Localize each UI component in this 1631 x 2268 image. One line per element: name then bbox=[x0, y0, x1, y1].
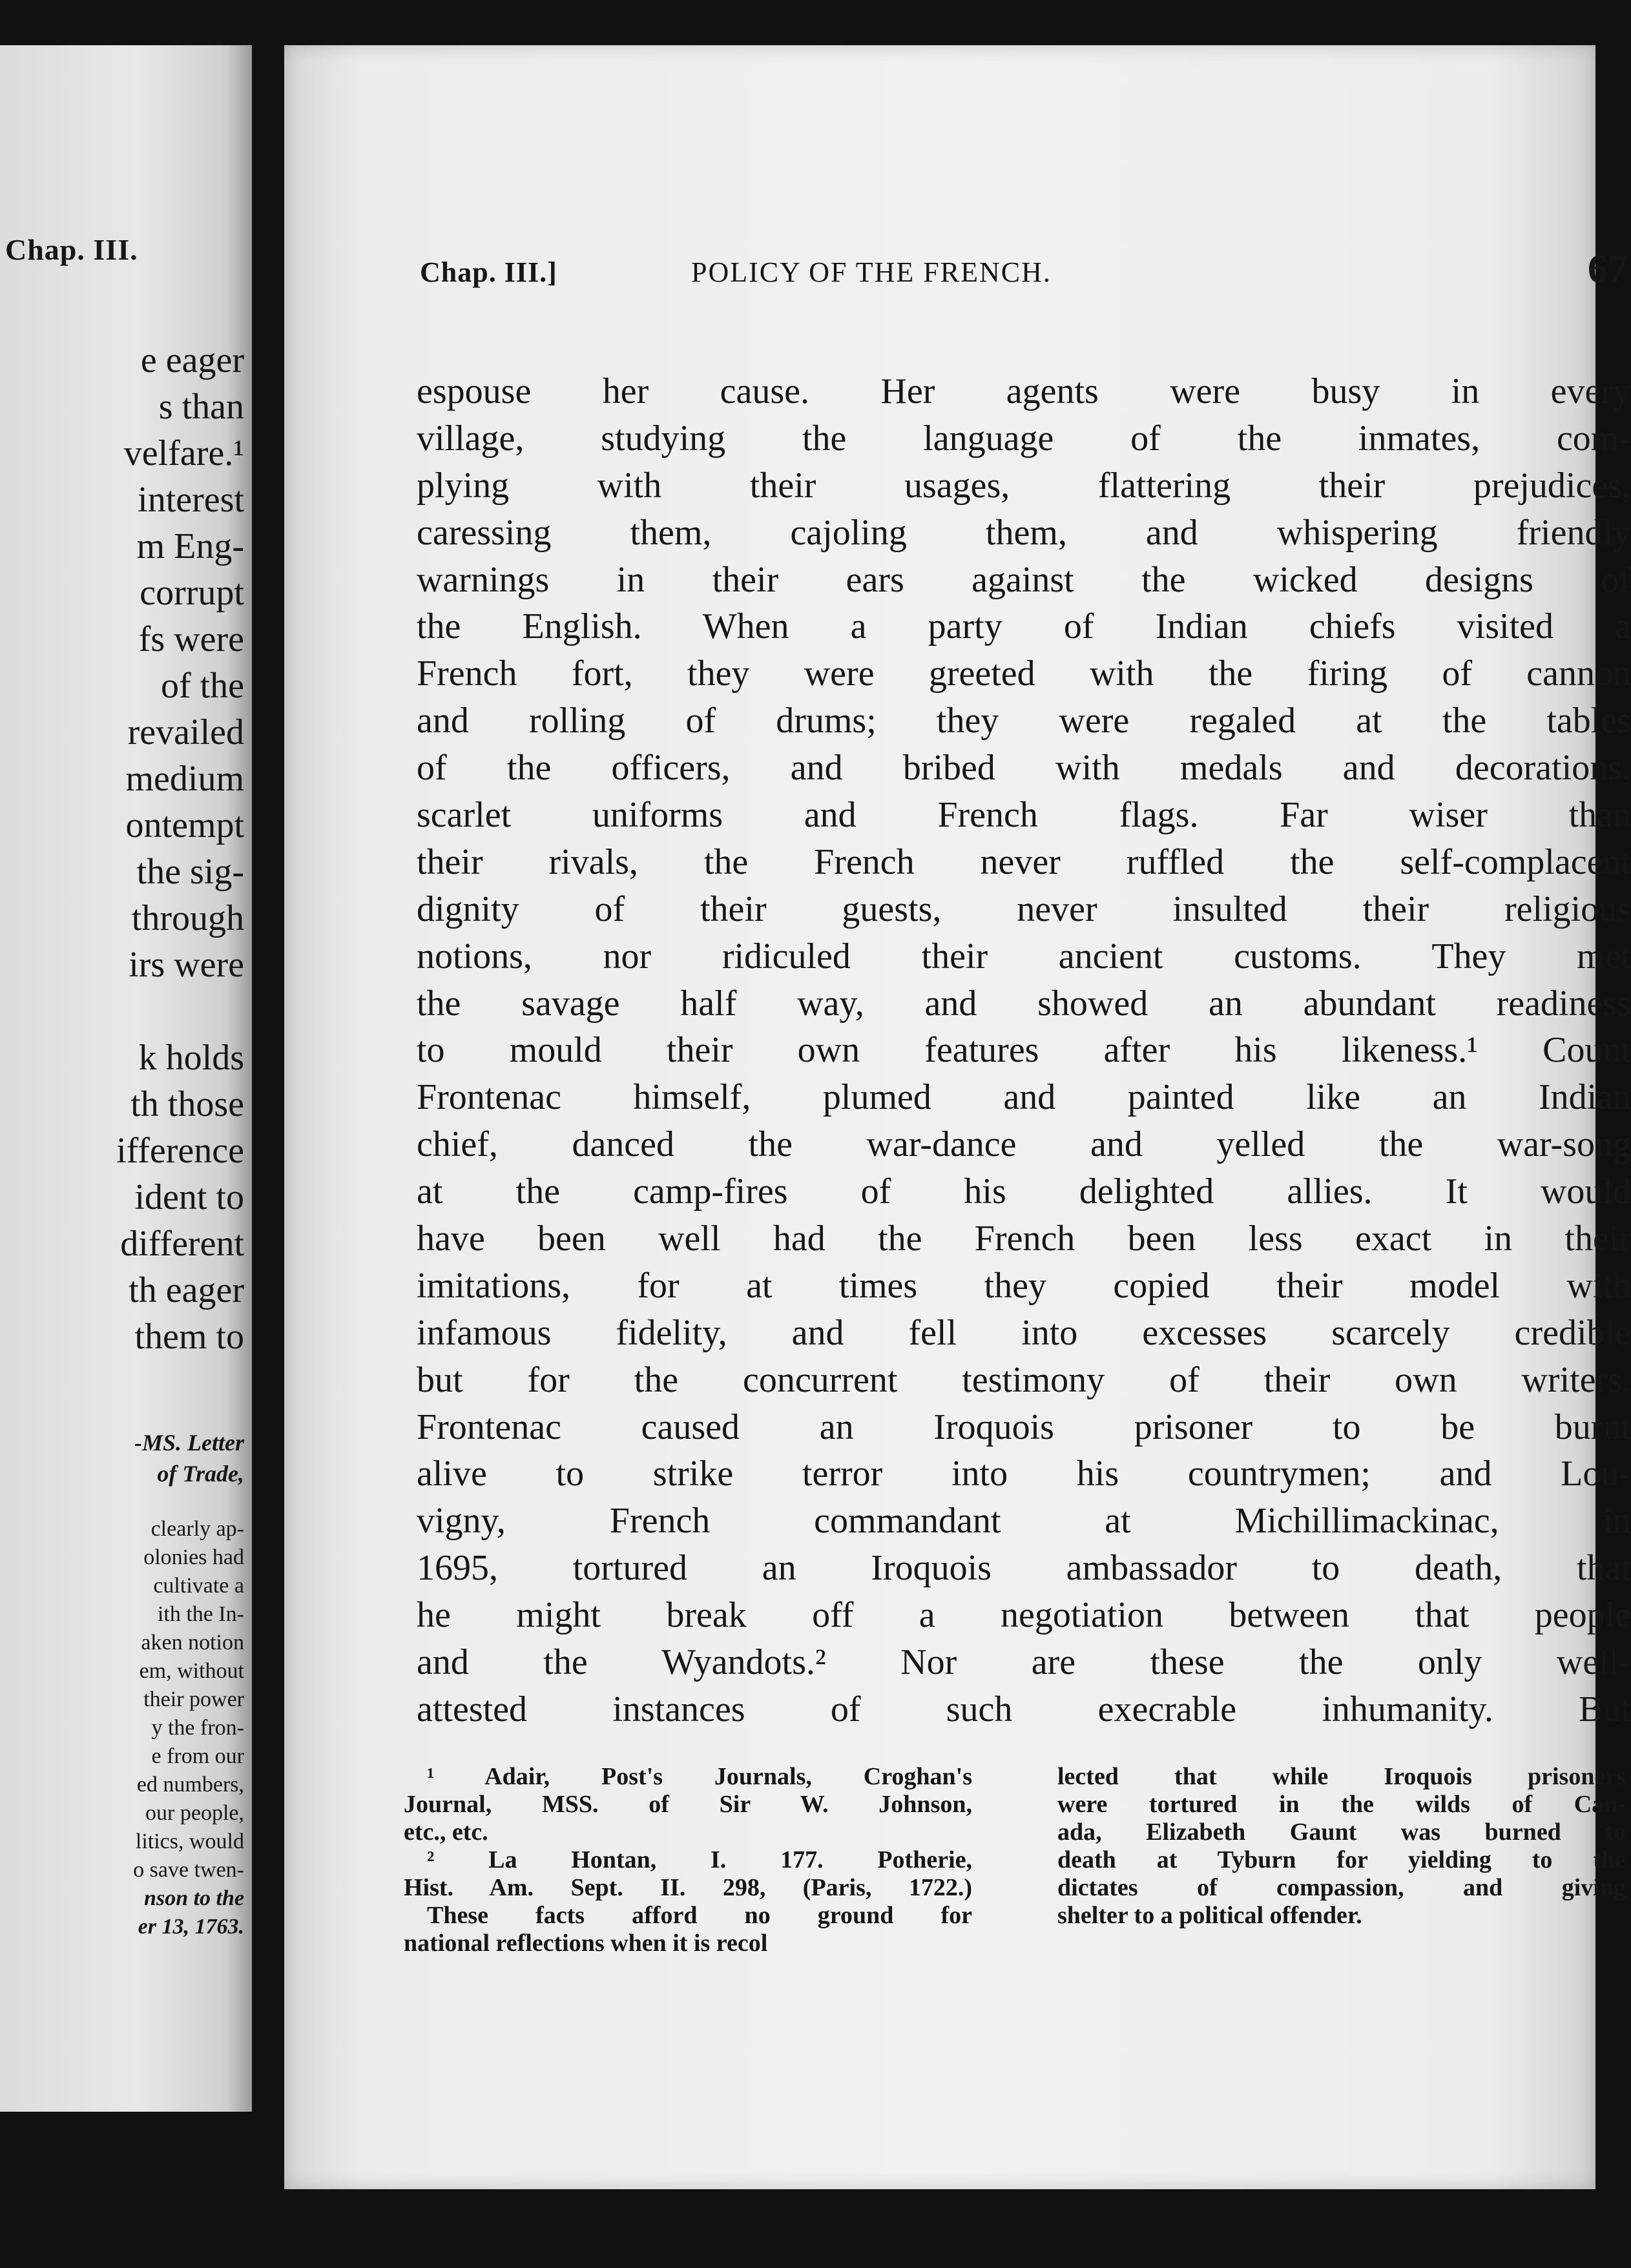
footnote-line: Journal, MSS. of Sir W. Johnson, bbox=[404, 1791, 972, 1818]
text-line: the savage half way, and showed an abundant readiness bbox=[417, 983, 1631, 1024]
previous-page-line: m Eng- bbox=[136, 526, 244, 566]
text-line: attested instances of such execrable inhumanity. But bbox=[417, 1689, 1631, 1729]
previous-page-line: e eager bbox=[140, 340, 244, 380]
previous-page-line: them to bbox=[134, 1317, 244, 1357]
footnote-line: etc., etc. bbox=[404, 1819, 488, 1846]
footnote-line: Hist. Am. Sept. II. 298, (Paris, 1722.) bbox=[404, 1874, 972, 1901]
previous-page-note-line: our people, bbox=[145, 1801, 244, 1825]
text-line: and the Wyandots.² Nor are these the only well- bbox=[417, 1642, 1631, 1683]
text-line: but for the concurrent testimony of their own writers. bbox=[417, 1359, 1631, 1400]
footnote-line: death at Tyburn for yielding to the bbox=[1057, 1846, 1626, 1873]
text-line: notions, nor ridiculed their ancient customs. They met bbox=[417, 936, 1631, 976]
footnote-line: ¹ Adair, Post's Journals, Croghan's bbox=[427, 1763, 972, 1790]
previous-page-line: irs were bbox=[129, 945, 244, 985]
footnote-line: ² La Hontan, I. 177. Potherie, bbox=[427, 1846, 972, 1873]
previous-page-note-line: litics, would bbox=[135, 1830, 244, 1853]
text-line: the English. When a party of Indian chiefs visited a bbox=[417, 606, 1631, 647]
previous-page-note-line: em, without bbox=[139, 1659, 244, 1683]
previous-page-line: ifference bbox=[116, 1131, 244, 1171]
text-line: village, studying the language of the inmates, com- bbox=[417, 418, 1631, 459]
text-line: imitations, for at times they copied their model with bbox=[417, 1265, 1631, 1306]
previous-page-note-line bbox=[0, 1489, 244, 1515]
previous-page-note-line: olonies had bbox=[143, 1545, 244, 1569]
text-line: caressing them, cajoling them, and whispering friendly bbox=[417, 512, 1631, 553]
previous-page-line: th those bbox=[130, 1084, 244, 1124]
text-line: plying with their usages, flattering their prejudices, bbox=[417, 465, 1631, 506]
footnote-line: national reflections when it is recol bbox=[404, 1930, 768, 1957]
running-head bbox=[420, 247, 1628, 304]
footnote-line: were tortured in the wilds of Can- bbox=[1057, 1791, 1626, 1818]
previous-page-note-line: o save twen- bbox=[133, 1858, 244, 1882]
book-page bbox=[284, 45, 1631, 2189]
previous-page-line: of the bbox=[160, 666, 244, 706]
text-line: alive to strike terror into his countrymen; and Lou- bbox=[417, 1454, 1631, 1494]
previous-page-running-head: Chap. III. bbox=[5, 233, 138, 266]
text-line: of the officers, and bribed with medals and decorations, bbox=[417, 748, 1631, 789]
previous-page-note-line: y the fron- bbox=[151, 1716, 244, 1740]
text-line: he might break off a negotiation between that people bbox=[417, 1595, 1631, 1636]
text-line: warnings in their ears against the wicked designs of bbox=[417, 559, 1631, 600]
previous-page-note-line: e from our bbox=[151, 1744, 244, 1768]
text-line: French fort, they were greeted with the firing of cannon bbox=[417, 654, 1631, 694]
previous-page-line: velfare.¹ bbox=[123, 433, 244, 473]
footnote-line: shelter to a political offender. bbox=[1057, 1902, 1362, 1929]
chapter-label: Chap. III.] bbox=[420, 256, 557, 288]
previous-page-line bbox=[0, 988, 244, 1035]
body-text bbox=[417, 368, 1631, 1733]
footnote-line: lected that while Iroquois prisoners bbox=[1057, 1763, 1626, 1790]
text-line: 1695, tortured an Iroquois ambassador to death, that bbox=[417, 1548, 1631, 1589]
text-line: Frontenac himself, plumed and painted like an Indian bbox=[417, 1077, 1631, 1118]
text-line: vigny, French commandant at Michillimackinac, in bbox=[417, 1501, 1631, 1541]
previous-page-note-line: -MS. Letter bbox=[134, 1430, 244, 1456]
previous-page-note-line: of Trade, bbox=[157, 1461, 244, 1487]
text-line: their rivals, the French never ruffled the self-complacent bbox=[417, 841, 1631, 882]
footnote-line: dictates of compassion, and giving bbox=[1057, 1874, 1626, 1901]
previous-page-line: fs were bbox=[138, 619, 244, 659]
previous-page-note-line: aken notion bbox=[141, 1631, 244, 1655]
previous-page-notes bbox=[0, 1427, 244, 1941]
text-line: to mould their own features after his likeness.¹ Count bbox=[417, 1030, 1631, 1071]
page-number: 67 bbox=[1588, 247, 1628, 291]
text-line: and rolling of drums; they were regaled at the tables bbox=[417, 701, 1631, 741]
previous-page-note-line: ith the In- bbox=[157, 1602, 244, 1626]
previous-page-line: interest bbox=[138, 480, 244, 520]
previous-page-note-line: clearly ap- bbox=[151, 1517, 244, 1541]
text-line: infamous fidelity, and fell into excesses scarcely credible bbox=[417, 1312, 1631, 1353]
previous-page-line: ontempt bbox=[125, 805, 244, 845]
previous-page-note-line: er 13, 1763. bbox=[138, 1915, 244, 1939]
previous-page-note-line: ed numbers, bbox=[136, 1773, 244, 1797]
previous-page-note-line: cultivate a bbox=[153, 1574, 244, 1598]
previous-page-line: s than bbox=[158, 387, 244, 427]
previous-page-note-line: their power bbox=[143, 1687, 244, 1711]
previous-page-note-line: nson to the bbox=[144, 1886, 244, 1910]
previous-page-line: th eager bbox=[129, 1270, 244, 1310]
previous-page-text bbox=[0, 337, 244, 1360]
running-title: POLICY OF THE FRENCH. bbox=[691, 256, 1052, 288]
previous-page-line: different bbox=[120, 1224, 244, 1264]
previous-page-line: corrupt bbox=[140, 573, 244, 613]
previous-page-line: k holds bbox=[138, 1038, 244, 1078]
text-line: scarlet uniforms and French flags. Far wiser than bbox=[417, 795, 1631, 836]
footnote-line: ada, Elizabeth Gaunt was burned to bbox=[1057, 1819, 1626, 1846]
text-line: Frontenac caused an Iroquois prisoner to be burnt bbox=[417, 1407, 1631, 1447]
previous-page-line: through bbox=[131, 898, 244, 938]
previous-page-line: revailed bbox=[127, 712, 244, 752]
text-line: have been well had the French been less exact in their bbox=[417, 1219, 1631, 1259]
text-line: dignity of their guests, never insulted their religious bbox=[417, 889, 1631, 929]
text-line: at the camp-fires of his delighted allies. It would bbox=[417, 1171, 1631, 1212]
footnote-line: These facts afford no ground for bbox=[427, 1902, 972, 1929]
text-line: espouse her cause. Her agents were busy in every bbox=[417, 371, 1631, 411]
footnotes-right-column bbox=[1057, 1763, 1626, 1930]
footnotes-left-column bbox=[404, 1763, 972, 1957]
text-line: chief, danced the war-dance and yelled the war-song bbox=[417, 1124, 1631, 1165]
previous-page-line: the sig- bbox=[136, 852, 244, 892]
previous-page-line: medium bbox=[125, 759, 244, 799]
previous-page bbox=[0, 45, 252, 2112]
previous-page-line: ident to bbox=[134, 1177, 244, 1217]
